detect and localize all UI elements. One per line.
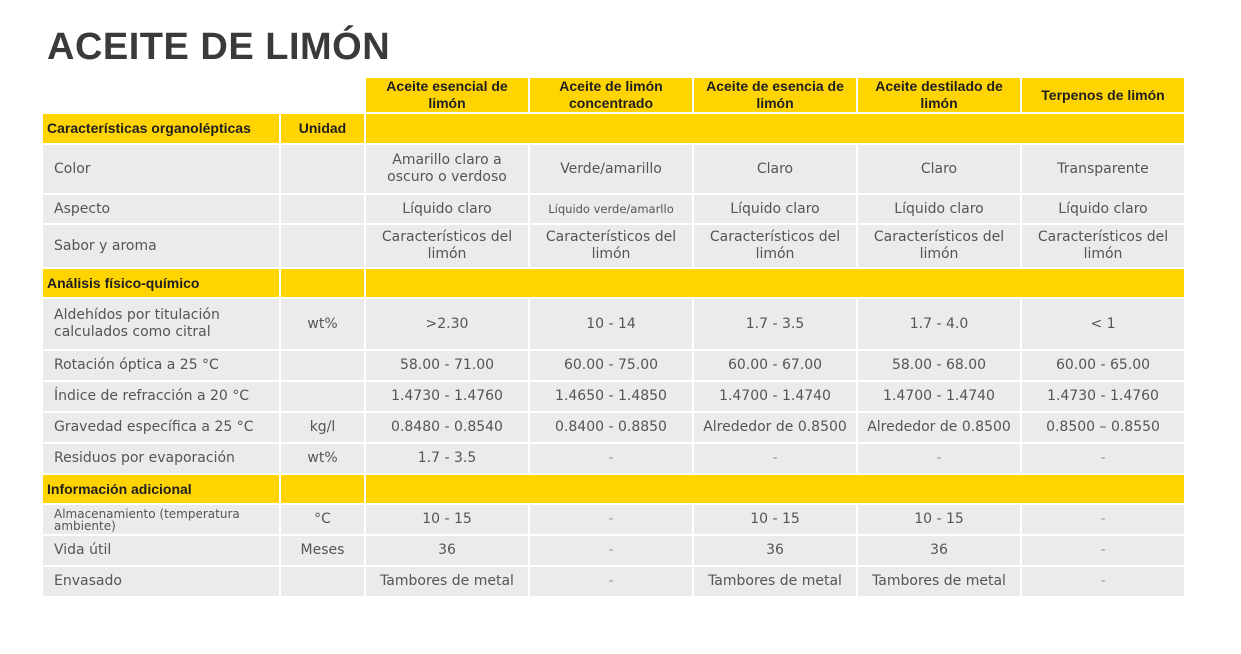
value-cell: Líquido claro: [694, 195, 856, 223]
section-fill: [366, 475, 1184, 503]
row-label: Aspecto: [43, 195, 279, 223]
header-spacer: [281, 78, 364, 112]
table-row: [43, 382, 1184, 411]
value-cell: 60.00 - 75.00: [530, 351, 692, 380]
value-cell: 1.4650 - 1.4850: [530, 382, 692, 411]
row-label: Color: [43, 145, 279, 193]
value-cell: Tambores de metal: [858, 567, 1020, 596]
value-cell: 60.00 - 67.00: [694, 351, 856, 380]
value-cell: 58.00 - 68.00: [858, 351, 1020, 380]
value-cell: Característicos del limón: [530, 225, 692, 267]
value-cell: 1.4700 - 1.4740: [858, 382, 1020, 411]
column-header: Aceite de limón concentrado: [530, 78, 692, 112]
section-title: Información adicional: [43, 475, 279, 503]
value-cell: < 1: [1022, 299, 1184, 349]
unit-cell: [281, 225, 364, 267]
value-cell: 36: [694, 536, 856, 565]
table-row: [43, 444, 1184, 473]
value-cell: Líquido verde/amarllo: [530, 195, 692, 223]
section-title: Análisis físico-químico: [43, 269, 279, 297]
value-cell: 0.8500 – 0.8550: [1022, 413, 1184, 442]
value-cell: -: [530, 505, 692, 534]
table-row: [43, 195, 1184, 223]
value-cell: Característicos del limón: [858, 225, 1020, 267]
value-cell: 36: [366, 536, 528, 565]
value-cell: Transparente: [1022, 145, 1184, 193]
unit-cell: [281, 195, 364, 223]
column-header: Aceite esencial de limón: [366, 78, 528, 112]
value-cell: 1.7 - 3.5: [694, 299, 856, 349]
table-row: [43, 299, 1184, 349]
value-cell: 58.00 - 71.00: [366, 351, 528, 380]
unit-cell: [281, 382, 364, 411]
unit-column-header: Unidad: [281, 114, 364, 143]
table-row: [43, 145, 1184, 193]
value-cell: 1.4700 - 1.4740: [694, 382, 856, 411]
value-cell: Característicos del limón: [694, 225, 856, 267]
value-cell: 10 - 15: [858, 505, 1020, 534]
table-row: [43, 536, 1184, 565]
section-fill: [281, 269, 364, 297]
value-cell: 0.8480 - 0.8540: [366, 413, 528, 442]
value-cell: Líquido claro: [366, 195, 528, 223]
table-row: [43, 505, 1184, 534]
value-cell: 10 - 15: [694, 505, 856, 534]
section-fill: [366, 269, 1184, 297]
value-cell: -: [858, 444, 1020, 473]
unit-cell: °C: [281, 505, 364, 534]
value-cell: 10 - 15: [366, 505, 528, 534]
row-label: Rotación óptica a 25 °C: [43, 351, 279, 380]
row-label: Residuos por evaporación: [43, 444, 279, 473]
value-cell: 60.00 - 65.00: [1022, 351, 1184, 380]
value-cell: Líquido claro: [1022, 195, 1184, 223]
value-cell: -: [1022, 444, 1184, 473]
unit-cell: [281, 145, 364, 193]
section-title: Características organolépticas: [43, 114, 279, 143]
section-header-row: [43, 475, 1184, 503]
unit-cell: [281, 567, 364, 596]
row-label: Índice de refracción a 20 °C: [43, 382, 279, 411]
value-cell: Líquido claro: [858, 195, 1020, 223]
value-cell: -: [1022, 505, 1184, 534]
row-label: Sabor y aroma: [43, 225, 279, 267]
value-cell: Claro: [858, 145, 1020, 193]
row-label: Gravedad específica a 25 °C: [43, 413, 279, 442]
row-label: Vida útil: [43, 536, 279, 565]
value-cell: 1.7 - 3.5: [366, 444, 528, 473]
section-header-row: [43, 114, 1184, 143]
column-header: Aceite de esencia de limón: [694, 78, 856, 112]
value-cell: 36: [858, 536, 1020, 565]
table-row: [43, 351, 1184, 380]
row-label: Aldehídos por titulación calculados como citral: [43, 299, 279, 349]
section-header-row: [43, 269, 1184, 297]
value-cell: Tambores de metal: [366, 567, 528, 596]
value-cell: Verde/amarillo: [530, 145, 692, 193]
value-cell: -: [530, 444, 692, 473]
unit-cell: wt%: [281, 444, 364, 473]
value-cell: -: [530, 567, 692, 596]
column-header: Aceite destilado de limón: [858, 78, 1020, 112]
table-row: [43, 413, 1184, 442]
value-cell: -: [1022, 536, 1184, 565]
unit-cell: wt%: [281, 299, 364, 349]
column-header-row: [43, 78, 1184, 112]
unit-cell: Meses: [281, 536, 364, 565]
specifications-table: [41, 76, 1186, 598]
section-fill: [366, 114, 1184, 143]
section-fill: [281, 475, 364, 503]
value-cell: 1.4730 - 1.4760: [1022, 382, 1184, 411]
value-cell: >2.30: [366, 299, 528, 349]
value-cell: Claro: [694, 145, 856, 193]
value-cell: Alrededor de 0.8500: [694, 413, 856, 442]
header-spacer: [43, 78, 279, 112]
value-cell: -: [694, 444, 856, 473]
value-cell: 1.4730 - 1.4760: [366, 382, 528, 411]
row-label: Almacenamiento (temperatura ambiente): [43, 505, 279, 534]
table-row: [43, 567, 1184, 596]
value-cell: 10 - 14: [530, 299, 692, 349]
value-cell: Amarillo claro a oscuro o verdoso: [366, 145, 528, 193]
page-title: ACEITE DE LIMÓN: [47, 26, 391, 68]
value-cell: Tambores de metal: [694, 567, 856, 596]
value-cell: -: [530, 536, 692, 565]
row-label: Envasado: [43, 567, 279, 596]
value-cell: Característicos del limón: [366, 225, 528, 267]
value-cell: 1.7 - 4.0: [858, 299, 1020, 349]
unit-cell: [281, 351, 364, 380]
value-cell: Característicos del limón: [1022, 225, 1184, 267]
value-cell: Alrededor de 0.8500: [858, 413, 1020, 442]
column-header: Terpenos de limón: [1022, 78, 1184, 112]
value-cell: -: [1022, 567, 1184, 596]
unit-cell: kg/l: [281, 413, 364, 442]
table-row: [43, 225, 1184, 267]
value-cell: 0.8400 - 0.8850: [530, 413, 692, 442]
